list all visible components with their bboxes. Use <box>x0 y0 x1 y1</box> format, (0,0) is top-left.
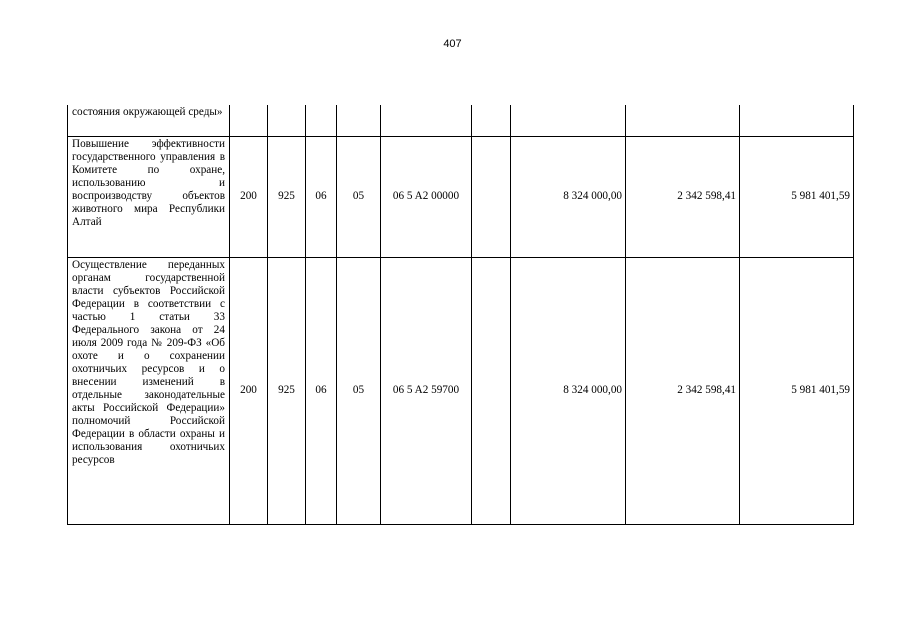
section-code-cell: 200 <box>230 136 268 257</box>
approved-amount-cell: 8 324 000,00 <box>511 257 626 524</box>
chapter-code-cell: 06 <box>306 136 337 257</box>
chapter-code-cell <box>306 105 337 136</box>
remaining-amount-cell: 5 981 401,59 <box>740 136 854 257</box>
approved-amount-cell <box>511 105 626 136</box>
table-row <box>68 257 854 524</box>
target-article-cell: 06 5 A2 00000 <box>381 136 472 257</box>
chapter-code-cell: 06 <box>306 257 337 524</box>
expense-type-cell <box>472 136 511 257</box>
expense-type-cell <box>472 105 511 136</box>
budget-table <box>67 105 854 525</box>
row-name-cell: Повышение эффективности государственного управления в Комитете по охране, использованию и воспроизводству объектов животного мира Республики Алтай <box>68 136 230 257</box>
executed-amount-cell: 2 342 598,41 <box>626 257 740 524</box>
subsection-code-cell <box>337 105 381 136</box>
table-row <box>68 136 854 257</box>
subsection-code-cell: 05 <box>337 136 381 257</box>
executed-amount-cell <box>626 105 740 136</box>
target-article-cell: 06 5 A2 59700 <box>381 257 472 524</box>
section-code-cell <box>230 105 268 136</box>
table-row <box>68 105 854 136</box>
section-code-cell: 200 <box>230 257 268 524</box>
remaining-amount-cell: 5 981 401,59 <box>740 257 854 524</box>
ministry-code-cell: 925 <box>268 257 306 524</box>
row-name-cell: состояния окружающей среды» <box>68 105 230 136</box>
row-name-cell: Осуществление переданных органам государственной власти субъектов Российской Федерации в соответствии с частью 1 статьи 33 Федерального закона от 24 июля 2009 года № 209-ФЗ «Об охоте и о сохранении охотничьих ресурсов и о внесении изменений в отдельные законодательные акты Российской Федерации» полномочий Российской Федерации в области охраны и использования охотничьих ресурсов <box>68 257 230 524</box>
expense-type-cell <box>472 257 511 524</box>
target-article-cell <box>381 105 472 136</box>
ministry-code-cell: 925 <box>268 136 306 257</box>
page-number: 407 <box>443 38 462 50</box>
ministry-code-cell <box>268 105 306 136</box>
subsection-code-cell: 05 <box>337 257 381 524</box>
remaining-amount-cell <box>740 105 854 136</box>
executed-amount-cell: 2 342 598,41 <box>626 136 740 257</box>
approved-amount-cell: 8 324 000,00 <box>511 136 626 257</box>
